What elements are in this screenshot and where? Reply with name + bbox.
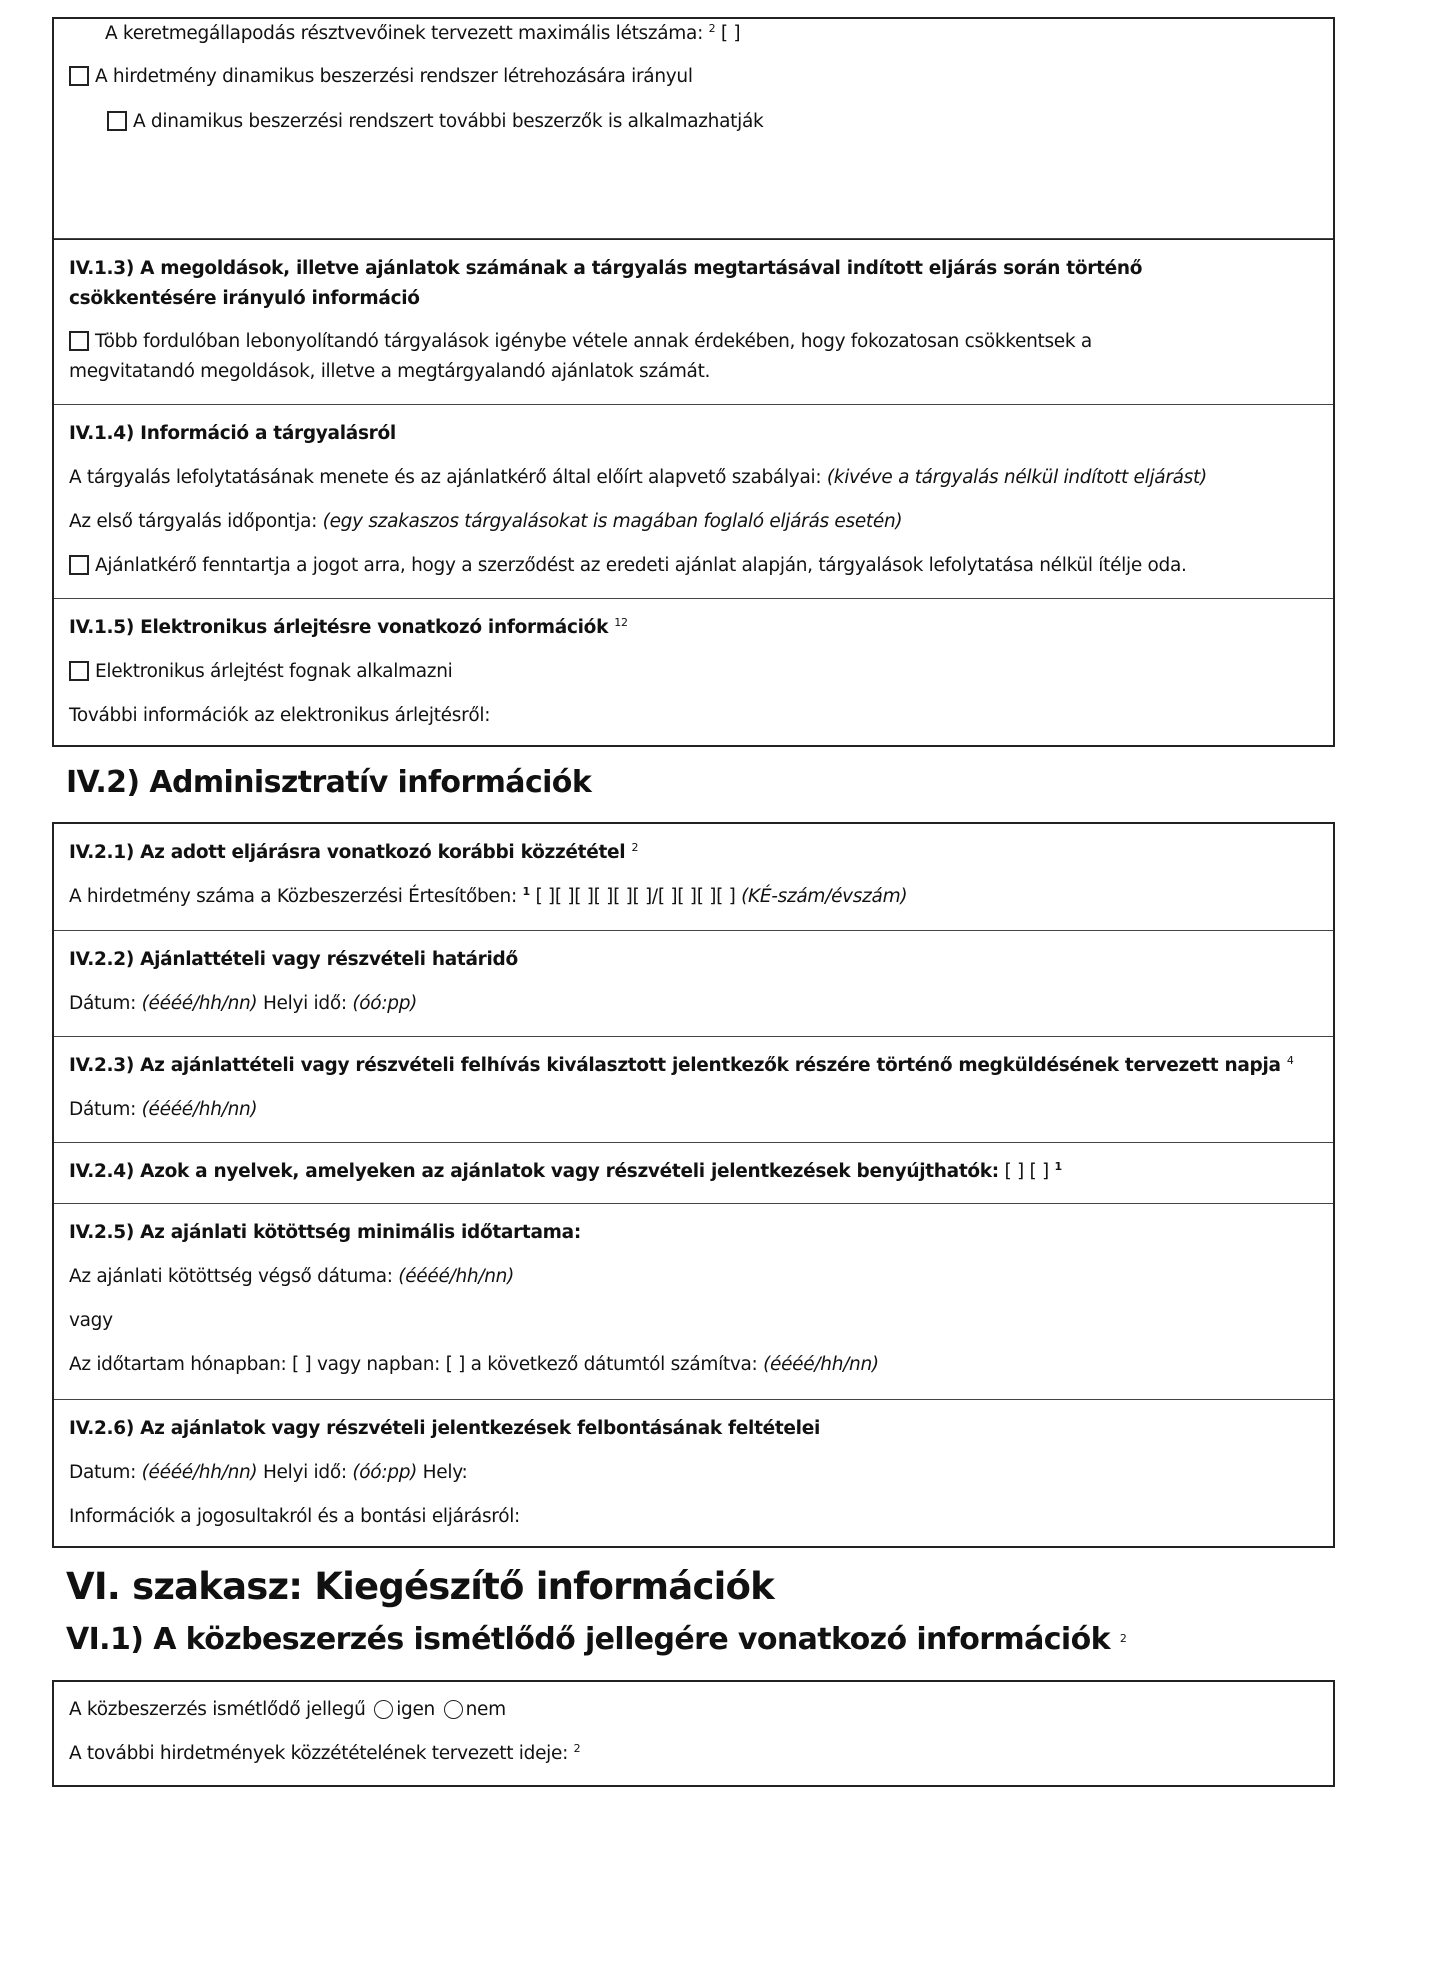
section-iv-2-5 bbox=[54, 1203, 1333, 1399]
section-heading: IV.1.4) Információ a tárgyalásról bbox=[69, 423, 396, 444]
footnote-ref: 4 bbox=[1286, 1054, 1294, 1067]
max-participants-value[interactable]: [ ] bbox=[720, 23, 741, 44]
date-format[interactable]: (éééé/hh/nn) bbox=[141, 1099, 258, 1120]
duration-row bbox=[69, 1353, 879, 1377]
section-heading: IV.1.5) Elektronikus árlejtésre vonatkozó információk bbox=[69, 617, 609, 638]
administrative-info-box bbox=[52, 822, 1335, 1548]
footnote-ref: 1 bbox=[522, 885, 530, 898]
max-participants-label: A keretmegállapodás résztvevőinek tervezett maximális létszáma: bbox=[105, 23, 703, 44]
e-auction-checkbox[interactable] bbox=[69, 661, 89, 681]
time-format[interactable]: (óó:pp) bbox=[352, 1462, 418, 1483]
footnote-ref: 2 bbox=[1119, 1632, 1127, 1645]
recurring-row bbox=[69, 1698, 506, 1722]
section-heading: IV.1.3) A megoldások, illetve ajánlatok számának a tárgyalás megtartásával indított eljárás során történő bbox=[69, 258, 1143, 279]
recurring-yes-label: igen bbox=[396, 1699, 435, 1720]
languages-row bbox=[69, 1160, 1062, 1184]
or-text: vagy bbox=[69, 1310, 113, 1331]
end-date-format[interactable]: (éééé/hh/nn) bbox=[398, 1266, 515, 1287]
opening-row bbox=[69, 1461, 467, 1485]
e-auction-label: Elektronikus árlejtést fognak alkalmazni bbox=[95, 661, 453, 682]
recurring-title-row bbox=[66, 1622, 1126, 1657]
section-heading-row bbox=[69, 841, 638, 865]
section-iv-1-4 bbox=[54, 404, 1333, 598]
date-label: Dátum: bbox=[69, 1099, 137, 1120]
section-iv-2-4 bbox=[54, 1142, 1333, 1203]
e-auction-info: További információk az elektronikus árlejtésről: bbox=[69, 705, 491, 726]
section-heading: IV.2.3) Az ajánlattételi vagy részvételi felhívás kiválasztott jelentkezők részére történő megküldésének tervezett napja bbox=[69, 1055, 1281, 1076]
section-heading-row bbox=[69, 1054, 1294, 1078]
reserve-row bbox=[69, 554, 1187, 578]
multi-round-label: Több fordulóban lebonyolítandó tárgyalások igénybe vétele annak érdekében, hogy fokozatosan csökkentsek a bbox=[95, 331, 1092, 352]
languages-value[interactable]: [ ] [ ] bbox=[1004, 1161, 1049, 1182]
rules-note: (kivéve a tárgyalás nélkül indított eljárást) bbox=[826, 467, 1207, 488]
first-date-row bbox=[69, 510, 902, 534]
timing-label: A további hirdetmények közzétételének tervezett ideje: bbox=[69, 1743, 569, 1764]
max-participants-row bbox=[105, 22, 740, 46]
dps-other-checkbox[interactable] bbox=[107, 111, 127, 131]
dps-label: A hirdetmény dinamikus beszerzési rendszer létrehozására irányul bbox=[95, 66, 693, 87]
recurring-yes-radio[interactable] bbox=[374, 1700, 393, 1719]
footnote-ref: 2 bbox=[708, 22, 716, 35]
time-label: Helyi idő: bbox=[262, 1462, 347, 1483]
section-heading: IV.2.4) Azok a nyelvek, amelyeken az ajánlatok vagy részvételi jelentkezések benyújthatók: bbox=[69, 1161, 999, 1182]
dps-row bbox=[69, 65, 693, 89]
section-heading: IV.2.1) Az adott eljárásra vonatkozó korábbi közzététel bbox=[69, 842, 626, 863]
time-format[interactable]: (óó:pp) bbox=[352, 993, 418, 1014]
place-label: Hely: bbox=[422, 1462, 468, 1483]
procedure-info-box bbox=[52, 238, 1335, 747]
first-date-label: Az első tárgyalás időpontja: bbox=[69, 511, 318, 532]
section-iv-2-1 bbox=[54, 824, 1333, 930]
section-heading-cont: csökkentésére irányuló információ bbox=[69, 288, 420, 309]
dps-other-row bbox=[107, 110, 763, 134]
notice-number-row bbox=[69, 885, 907, 909]
recurring-no-radio[interactable] bbox=[444, 1700, 463, 1719]
deadline-row bbox=[69, 992, 417, 1016]
footnote-ref: 2 bbox=[631, 841, 639, 854]
date-label: Dátum: bbox=[69, 993, 137, 1014]
multi-round-label-cont: megvitatandó megoldások, illetve a megtárgyalandó ajánlatok számát. bbox=[69, 361, 711, 382]
section-vi-title: VI. szakasz: Kiegészítő információk bbox=[66, 1565, 774, 1608]
section-heading-row bbox=[69, 616, 628, 640]
planned-date-row bbox=[69, 1098, 257, 1122]
multi-round-checkbox[interactable] bbox=[69, 331, 89, 351]
footnote-ref: 2 bbox=[573, 1742, 581, 1755]
time-label: Helyi idő: bbox=[262, 993, 347, 1014]
framework-dps-box bbox=[52, 17, 1335, 240]
duration-format[interactable]: (éééé/hh/nn) bbox=[763, 1354, 879, 1375]
administrative-info-title: IV.2) Adminisztratív információk bbox=[66, 765, 592, 800]
first-date-note: (egy szakaszos tárgyalásokat is magában foglaló eljárás esetén) bbox=[322, 511, 903, 532]
footnote-ref: 12 bbox=[614, 616, 628, 629]
section-iv-2-6 bbox=[54, 1399, 1333, 1548]
opening-info: Információk a jogosultakról és a bontási eljárásról: bbox=[69, 1506, 520, 1527]
rules-label: A tárgyalás lefolytatásának menete és az ajánlatkérő által előírt alapvető szabályai: bbox=[69, 467, 822, 488]
notice-number-format: (KÉ-szám/évszám) bbox=[741, 886, 908, 907]
date-label: Datum: bbox=[69, 1462, 137, 1483]
recurring-title: VI.1) A közbeszerzés ismétlődő jellegére vonatkozó információk bbox=[66, 1622, 1110, 1657]
reserve-checkbox[interactable] bbox=[69, 555, 89, 575]
section-heading: IV.2.2) Ajánlattételi vagy részvételi határidő bbox=[69, 949, 518, 970]
section-iv-1-3 bbox=[54, 238, 1333, 404]
dps-other-label: A dinamikus beszerzési rendszert további beszerzők is alkalmazhatják bbox=[133, 111, 764, 132]
timing-row bbox=[69, 1742, 580, 1766]
date-format[interactable]: (éééé/hh/nn) bbox=[141, 1462, 258, 1483]
rules-row bbox=[69, 466, 1207, 490]
footnote-ref: 1 bbox=[1054, 1160, 1062, 1173]
date-format[interactable]: (éééé/hh/nn) bbox=[141, 993, 258, 1014]
recurring-label: A közbeszerzés ismétlődő jellegű bbox=[69, 1699, 366, 1720]
section-heading: IV.2.5) Az ajánlati kötöttség minimális időtartama: bbox=[69, 1222, 581, 1243]
dps-checkbox[interactable] bbox=[69, 66, 89, 86]
reserve-label: Ajánlatkérő fenntartja a jogot arra, hogy a szerződést az eredeti ajánlat alapján, tárgyalások lefolytatása nélkül ítélje oda. bbox=[95, 555, 1187, 576]
notice-number-value[interactable]: [ ][ ][ ][ ][ ][ ]/[ ][ ][ ][ ] bbox=[535, 886, 736, 907]
duration-text: Az időtartam hónapban: [ ] vagy napban: [ ] a következő dátumtól számítva: bbox=[69, 1354, 758, 1375]
e-auction-row bbox=[69, 660, 452, 684]
end-date-row bbox=[69, 1265, 514, 1289]
section-iv-1-5 bbox=[54, 598, 1333, 747]
section-iv-2-3 bbox=[54, 1036, 1333, 1142]
multi-round-row bbox=[69, 330, 1092, 354]
recurring-no-label: nem bbox=[465, 1699, 506, 1720]
notice-number-label: A hirdetmény száma a Közbeszerzési Értesítőben: bbox=[69, 886, 517, 907]
section-iv-2-2 bbox=[54, 930, 1333, 1036]
recurring-info-box bbox=[52, 1680, 1335, 1787]
end-date-label: Az ajánlati kötöttség végső dátuma: bbox=[69, 1266, 393, 1287]
section-heading: IV.2.6) Az ajánlatok vagy részvételi jelentkezések felbontásának feltételei bbox=[69, 1418, 820, 1439]
